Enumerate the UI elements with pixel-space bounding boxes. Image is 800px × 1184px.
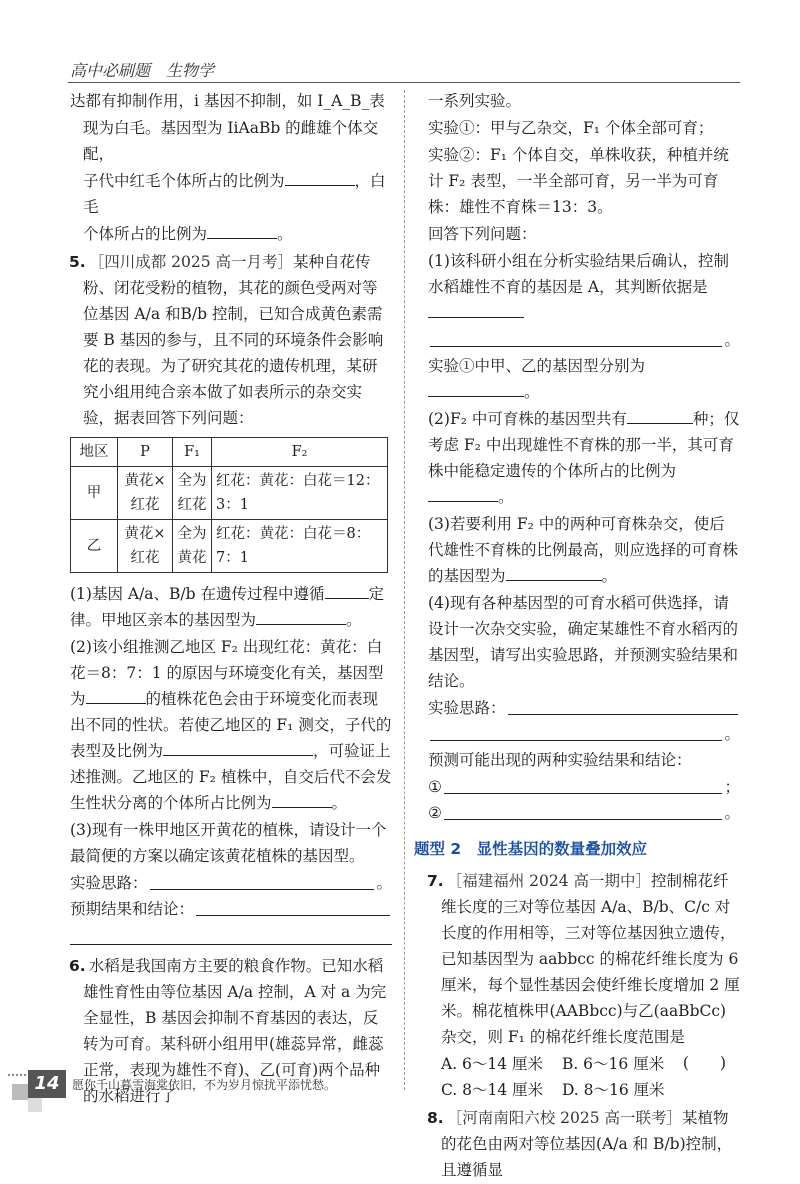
answer-blank[interactable] <box>256 608 346 625</box>
q5-sub-3: (3)现有一株甲地区开黄花的植株，请设计一个最简便的方案以确定该黄花植株的基因型。 <box>70 821 387 865</box>
footer-decoration <box>28 1098 42 1112</box>
answer-blank[interactable] <box>627 407 693 424</box>
header-rule <box>68 82 740 83</box>
q6-sub-2: (2)F₂ 中可育株的基因型共有 种；仅考虑 F₂ 中出现雄性不育株的那一半，其可育株中能稳定遗传的个体所占的比例为。 <box>428 406 740 510</box>
q6-sub-1: (1)该科研小组在分析实验结果后确认，控制水稻雄性不育的基因是 A，其判断依据是 <box>428 248 740 326</box>
answer-blank[interactable] <box>428 485 498 502</box>
q5-sub-2: (2)该小组推测乙地区 F₂ 出现红花：黄花：白花＝8：7：1 的原因与环境变化有关，基因型为 的植株花色会由于环境变化而表现出不同的性状。若使乙地区的 F₁ 测交，子代的表型及比例为 ，可验证上述推测。乙地区的 F₂ 植株中，自交后代不会发生性状分离的个体所占比例为 。 <box>70 638 392 812</box>
table-cell: 黄花×红花 <box>118 520 173 573</box>
option-a[interactable]: A. 6～14 厘米 <box>441 1055 544 1073</box>
question-number: 8. <box>427 1109 444 1127</box>
q6-sub-1-genotype: 实验①中甲、乙的基因型分别为。 <box>428 357 646 401</box>
answer-line[interactable] <box>430 328 722 347</box>
page-number: 14 <box>28 1070 66 1098</box>
table-cell: 全为黄花 <box>173 520 212 573</box>
answer-line[interactable] <box>196 897 390 916</box>
right-column <box>414 88 740 1184</box>
q5-idea-line: 实验思路： 。 <box>70 870 392 896</box>
column-divider <box>404 90 405 1090</box>
q6-result-2: ② 。 <box>428 800 740 826</box>
table-header: F₁ <box>173 438 212 467</box>
answer-blank[interactable] <box>428 380 524 397</box>
answer-line[interactable] <box>150 871 375 890</box>
q6-idea-line-2: 。 <box>428 721 740 747</box>
left-column <box>70 88 392 1110</box>
section-title: 题型 2 显性基因的数量叠加效应 <box>414 840 648 858</box>
q6-result-1: ① ； <box>428 774 740 800</box>
q7-options <box>428 1051 683 1103</box>
q4-continued-line-1: 达都有抑制作用，i 基因不抑制，如 I_A_B_表 <box>70 92 385 110</box>
table-cell: 甲 <box>71 467 118 520</box>
answer-blank[interactable] <box>163 739 313 756</box>
q6-sub-4: (4)现有各种基因型的可育水稻可供选择，请设计一次杂交实验，确定某雄性不育水稻丙的基因型，请写出实验思路，并预测实验结果和结论。 <box>428 594 739 690</box>
table-cell: 全为红花 <box>173 467 212 520</box>
q4-continued-line-4: 个体所占的比例为 。 <box>70 221 392 247</box>
table-cell: 乙 <box>71 520 118 573</box>
q6-sub-1-line: 。 <box>428 327 740 353</box>
table-cell: 黄花×红花 <box>118 467 173 520</box>
answer-prompt: 回答下列问题： <box>428 225 537 243</box>
experiment-2: 实验②：F₁ 个体自交，单株收获，种植并统计 F₂ 表型，一半全部可育，另一半为可育株：雄性不育株＝13：3。 <box>428 146 729 216</box>
q6-continued: 一系列实验。 <box>428 92 522 110</box>
question-number: 6. <box>69 957 86 975</box>
answer-line[interactable] <box>444 775 723 794</box>
option-c[interactable]: C. 8～14 厘米 <box>441 1081 544 1099</box>
footer-motto: 愿你千山暮雪海棠依旧，不为岁月惊扰平添忧愁。 <box>72 1078 337 1092</box>
q6-predict: 预测可能出现的两种实验结果和结论： <box>428 751 692 769</box>
q6-sub-3: (3)若要利用 F₂ 中的两种可育株杂交，使后代雄性不育株的比例最高，则应选择的可育株的基因型为 。 <box>428 515 739 585</box>
table-cell: 红花：黄花：白花＝8：7：1 <box>212 520 388 573</box>
option-d[interactable]: D. 8～16 厘米 <box>561 1081 665 1099</box>
answer-blank[interactable] <box>207 222 277 239</box>
experiment-1: 实验①：甲与乙杂交，F₁ 个体全部可育； <box>428 119 714 137</box>
question-stem: 控制棉花纤维长度的三对等位基因 A/a、B/b、C/c 对长度的作用相等，三对等位基因独立遗传，已知基因型为 aabbcc 的棉花纤维长度为 6 厘米，每个显性基因会使纤维长度增加 2 厘米。棉花植株甲(AABbcc)与乙(aaBbCc)杂交，则 F₁ 的棉花纤维长度范围是 <box>441 872 740 1046</box>
answer-blank[interactable] <box>86 687 146 704</box>
table-header: 地区 <box>71 438 118 467</box>
question-source: ［四川成都 2025 高一月考］ <box>88 253 293 271</box>
q5-result-line: 预期结果和结论： <box>70 896 392 922</box>
answer-line[interactable] <box>444 801 723 820</box>
table-header: F₂ <box>212 438 388 467</box>
question-number: 7. <box>427 872 444 890</box>
q5-sub-1: (1)基因 A/a、B/b 在遗传过程中遵循 定律。甲地区亲本的基因型为 。 <box>70 581 392 633</box>
footer-decoration <box>12 1084 28 1100</box>
question-5 <box>70 249 392 431</box>
answer-blank[interactable] <box>506 564 602 581</box>
question-stem: 水稻是我国南方主要的粮食作物。已知水稻雄性育性由等位基因 A/a 控制，A 对 a 为完全显性，B 基因会抑制不育基因的表达，反转为可育。某科研小组用甲(雄蕊异常，雌蕊正常，表现为雄性不育)、乙(可育)两个品种的水稻进行了 <box>83 957 387 1105</box>
question-8 <box>428 1105 740 1183</box>
answer-blank[interactable] <box>428 301 524 318</box>
q4-continued-line-2: 现为白毛。基因型为 IiAaBb 的雌雄个体交配， <box>83 119 379 163</box>
question-stem: 某植物的花色由两对等位基因(A/a 和 B/b)控制，且遵循显 <box>441 1109 733 1179</box>
question-number: 5. <box>69 253 86 271</box>
option-b[interactable]: B. 6～16 厘米 <box>561 1055 665 1073</box>
answer-line[interactable] <box>508 696 738 715</box>
q4-continued-line-3: 子代中红毛个体所占的比例为 ，白毛 <box>70 168 392 220</box>
answer-blank[interactable] <box>285 169 355 186</box>
page-header: 高中必刷题 生物学 <box>70 61 215 80</box>
table-cell: 红花：黄花：白花＝12：3：1 <box>212 467 388 520</box>
answer-blank[interactable] <box>325 582 369 599</box>
table-row <box>71 467 388 520</box>
question-source: ［福建福州 2024 高一期中］ <box>446 872 651 890</box>
question-source: ［河南南阳六校 2025 高一联考］ <box>446 1109 682 1127</box>
answer-blank[interactable] <box>272 791 332 808</box>
question-stem: 某种自花传粉、闭花受粉的植物，其花的颜色受两对等位基因 A/a 和B/b 控制，已知合成黄色素需要 B 基因的参与，且不同的环境条件会影响花的表现。为了研究其花的遗传机理，某研究小组用纯合亲本做了如表所示的杂交实验，据表回答下列问题： <box>83 253 384 427</box>
answer-line[interactable] <box>70 922 392 945</box>
table-header: P <box>118 438 173 467</box>
table-row <box>71 520 388 573</box>
q6-idea-line: 实验思路： <box>428 695 740 721</box>
table-header-row <box>71 438 388 467</box>
answer-line[interactable] <box>430 722 722 741</box>
answer-parentheses[interactable]: ( ) <box>682 1054 726 1072</box>
cross-table <box>70 437 388 573</box>
